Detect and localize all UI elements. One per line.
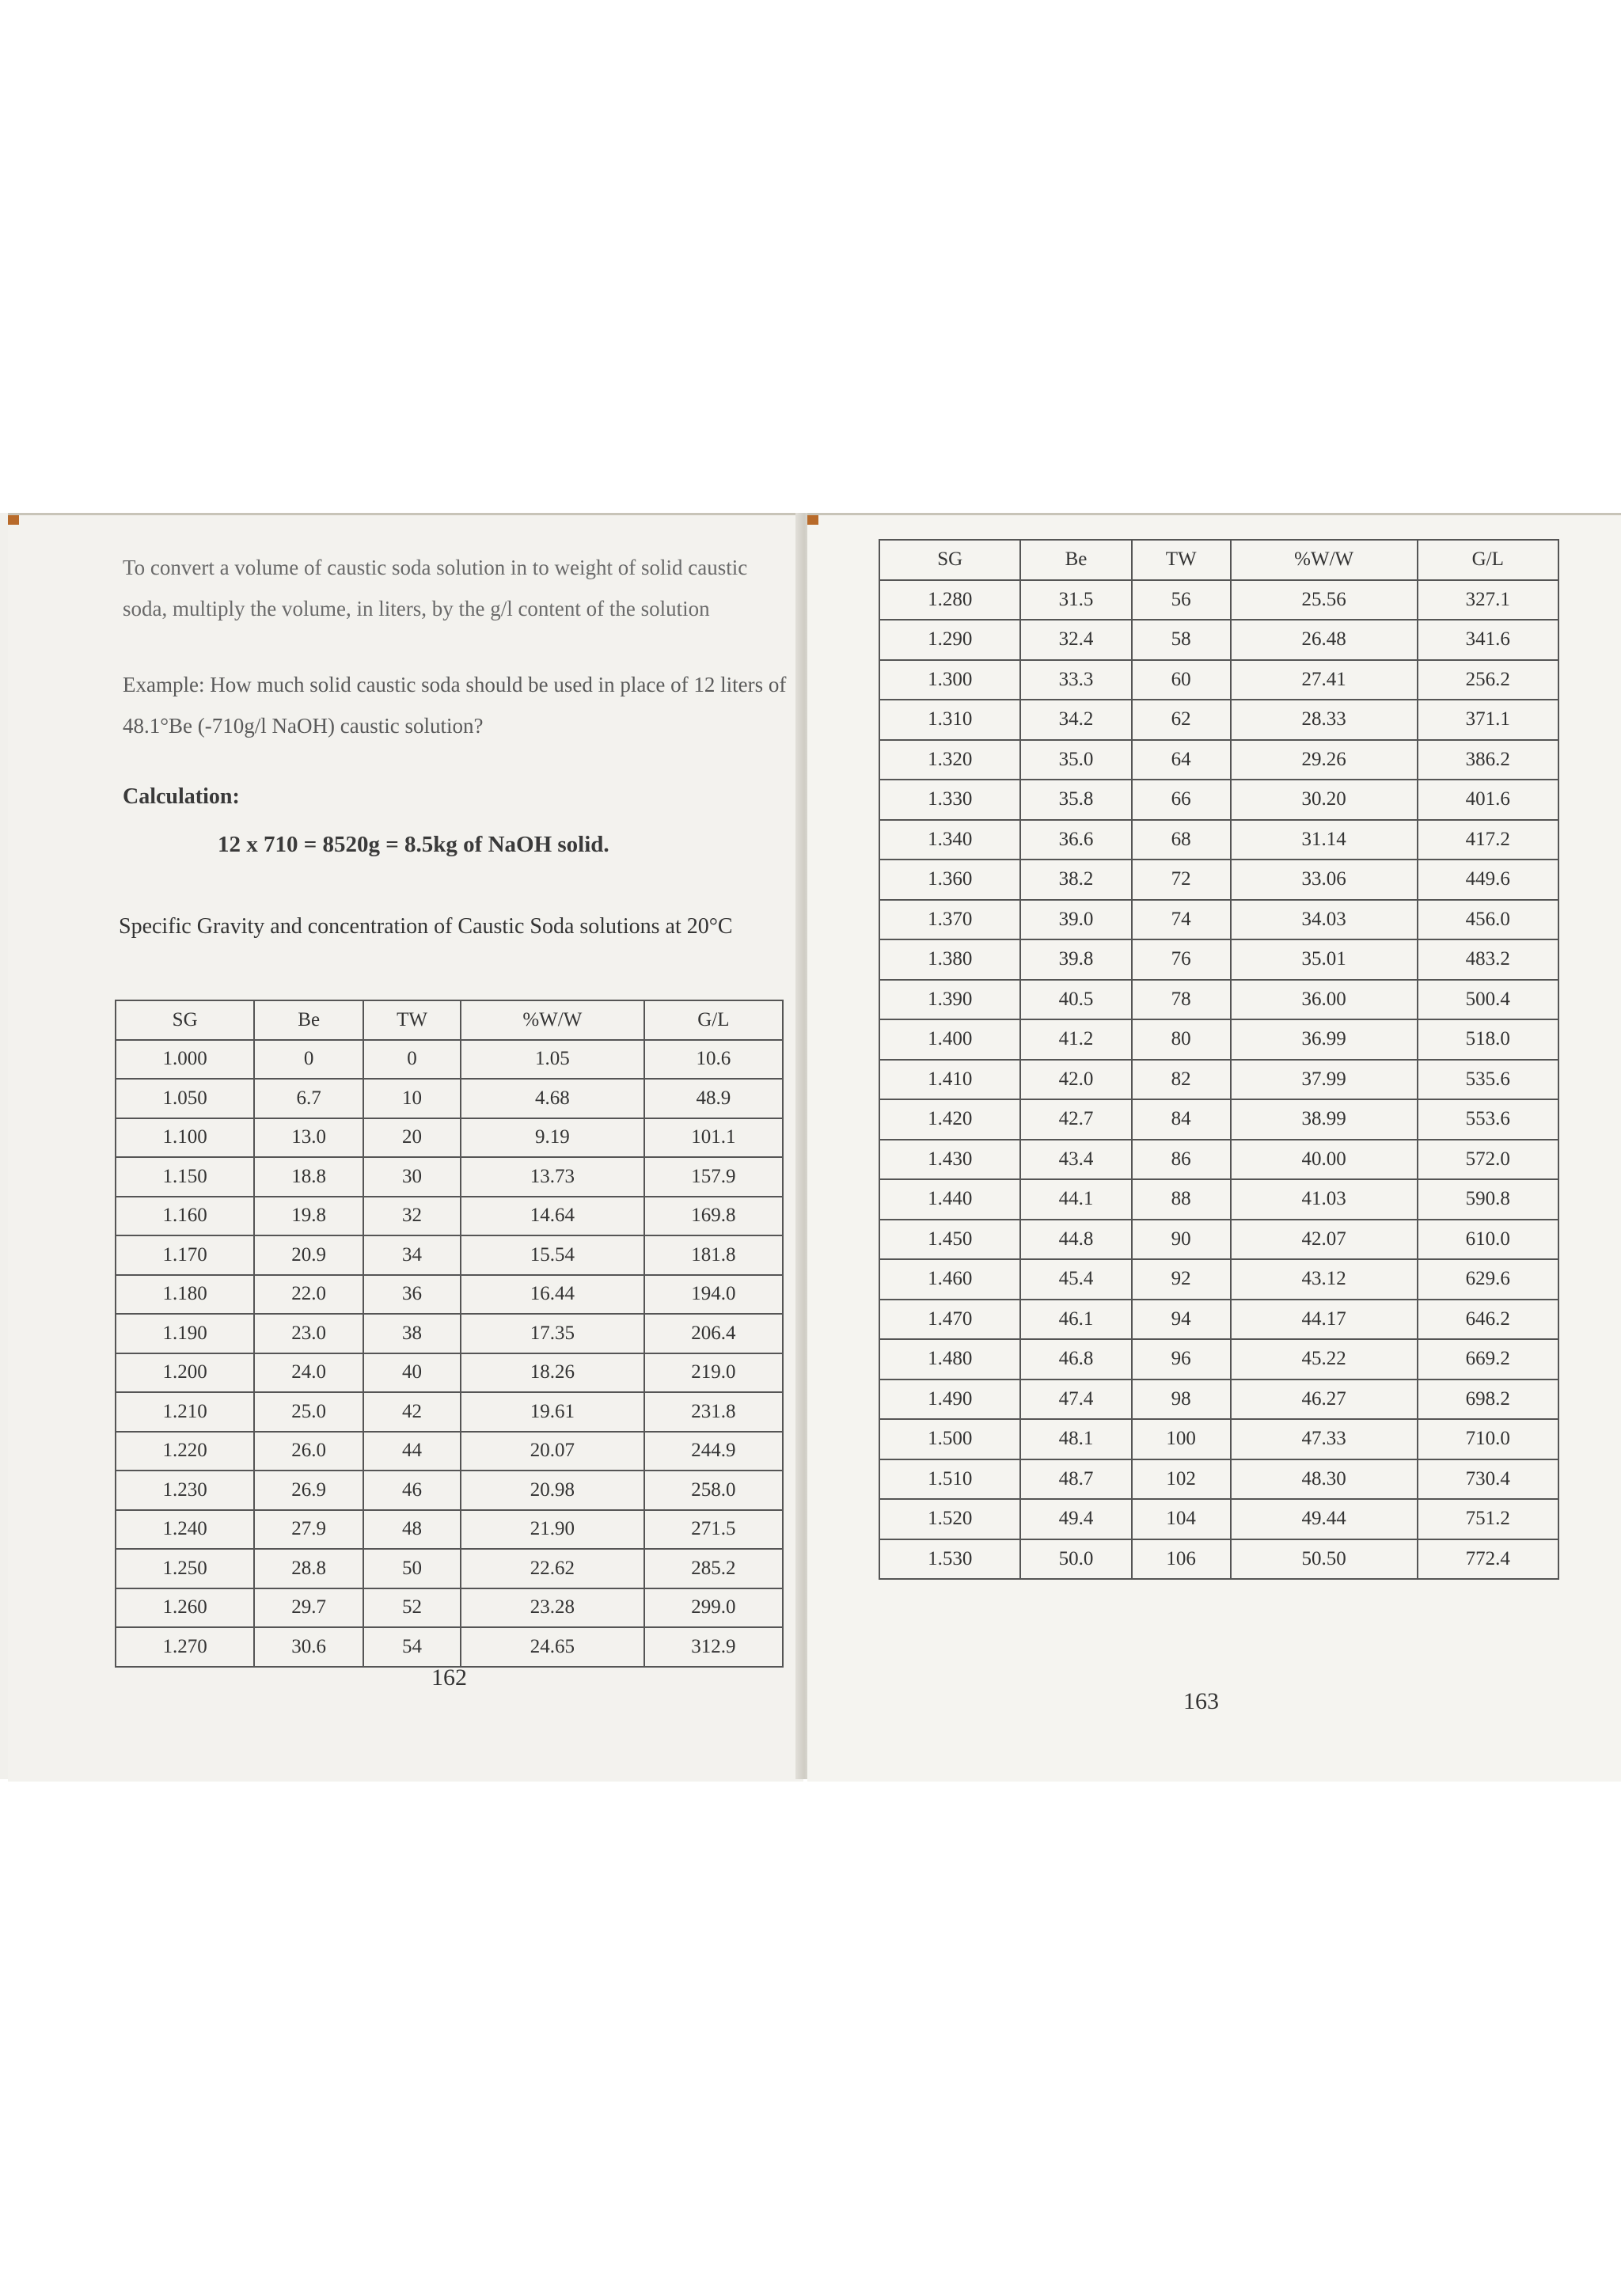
table-cell: 47.33 [1231,1419,1418,1459]
table-cell: 1.050 [116,1079,254,1118]
table-cell: 35.0 [1020,740,1131,780]
table-cell: 44 [363,1432,461,1471]
table-cell: 90 [1132,1220,1231,1260]
table-row [879,1379,1558,1420]
table-cell: 98 [1132,1379,1231,1420]
table-row [879,1179,1558,1220]
table-cell: 610.0 [1418,1220,1558,1260]
table-cell: 28.33 [1231,700,1418,740]
table-cell: 1.310 [879,700,1020,740]
example-paragraph: Example: How much solid caustic soda should be used in place of 12 liters of 48.1°Be (-710g/l NaOH) caustic solution? [123,673,787,738]
table-cell: 39.8 [1020,939,1131,980]
column-header: %W/W [461,1000,644,1040]
table-cell: 66 [1132,780,1231,820]
table-cell: 52 [363,1588,461,1628]
table-cell: 102 [1132,1459,1231,1500]
table-cell: 29.26 [1231,740,1418,780]
table-cell: 20.9 [254,1235,363,1275]
column-header: SG [879,540,1020,580]
table-row [879,780,1558,820]
table-cell: 1.420 [879,1099,1020,1140]
table-cell: 34 [363,1235,461,1275]
table-cell: 710.0 [1418,1419,1558,1459]
table-cell: 58 [1132,620,1231,660]
table-cell: 41.2 [1020,1019,1131,1060]
table-cell: 60 [1132,660,1231,700]
table-cell: 100 [1132,1419,1231,1459]
table-cell: 20 [363,1118,461,1158]
table-cell: 1.100 [116,1118,254,1158]
table-row [116,1157,783,1197]
table-cell: 1.340 [879,820,1020,860]
table-cell: 10 [363,1079,461,1118]
table-row [879,1459,1558,1500]
table-cell: 535.6 [1418,1060,1558,1100]
table-cell: 13.73 [461,1157,644,1197]
table-cell: 34.03 [1231,900,1418,940]
table-cell: 20.98 [461,1471,644,1510]
table-cell: 40.5 [1020,980,1131,1020]
caustic-soda-table-left [115,1000,784,1668]
table-cell: 46.27 [1231,1379,1418,1420]
table-cell: 206.4 [644,1314,783,1353]
table-cell: 312.9 [644,1627,783,1667]
table-cell: 23.28 [461,1588,644,1628]
table-cell: 698.2 [1418,1379,1558,1420]
table-row [116,1471,783,1510]
table-row [879,700,1558,740]
table-cell: 13.0 [254,1118,363,1158]
table-cell: 1.470 [879,1300,1020,1340]
table-cell: 401.6 [1418,780,1558,820]
table-cell: 0 [363,1040,461,1080]
table-row [879,820,1558,860]
table-cell: 33.06 [1231,860,1418,900]
table-cell: 27.9 [254,1510,363,1550]
table-cell: 48.9 [644,1079,783,1118]
table-row [879,1220,1558,1260]
table-cell: 18.8 [254,1157,363,1197]
table-row [879,1060,1558,1100]
table-row [116,1353,783,1393]
table-row [116,1197,783,1236]
table-cell: 518.0 [1418,1019,1558,1060]
table-cell: 1.440 [879,1179,1020,1220]
table-row [879,939,1558,980]
table-cell: 629.6 [1418,1259,1558,1300]
table-cell: 590.8 [1418,1179,1558,1220]
table-cell: 36.99 [1231,1019,1418,1060]
table-cell: 258.0 [644,1471,783,1510]
table-cell: 1.490 [879,1379,1020,1420]
table-row [116,1510,783,1550]
table-cell: 42 [363,1392,461,1432]
table-cell: 74 [1132,900,1231,940]
table-cell: 0 [254,1040,363,1080]
table-cell: 32.4 [1020,620,1131,660]
table-cell: 84 [1132,1099,1231,1140]
table-cell: 101.1 [644,1118,783,1158]
table-cell: 35.01 [1231,939,1418,980]
column-header: G/L [1418,540,1558,580]
table-cell: 1.270 [116,1627,254,1667]
table-cell: 40 [363,1353,461,1393]
table-cell: 20.07 [461,1432,644,1471]
table-cell: 1.530 [879,1539,1020,1580]
table-cell: 45.22 [1231,1339,1418,1379]
table-cell: 1.300 [879,660,1020,700]
table-cell: 1.390 [879,980,1020,1020]
table-cell: 10.6 [644,1040,783,1080]
table-cell: 1.150 [116,1157,254,1197]
table-cell: 46.8 [1020,1339,1131,1379]
table-cell: 44.8 [1020,1220,1131,1260]
table-cell: 30 [363,1157,461,1197]
table-cell: 49.4 [1020,1499,1131,1539]
table-cell: 1.05 [461,1040,644,1080]
table-cell: 1.190 [116,1314,254,1353]
table-cell: 25.0 [254,1392,363,1432]
table-cell: 42.07 [1231,1220,1418,1260]
table-cell: 36 [363,1275,461,1315]
table-cell: 1.260 [116,1588,254,1628]
column-header: SG [116,1000,254,1040]
table-cell: 15.54 [461,1235,644,1275]
caustic-soda-table-right [879,539,1559,1580]
table-cell: 271.5 [644,1510,783,1550]
table-cell: 45.4 [1020,1259,1131,1300]
table-row [116,1079,783,1118]
table-row [879,740,1558,780]
table-cell: 82 [1132,1060,1231,1100]
table-cell: 1.220 [116,1432,254,1471]
table-cell: 76 [1132,939,1231,980]
table-cell: 32 [363,1197,461,1236]
table-row [116,1235,783,1275]
table-cell: 500.4 [1418,980,1558,1020]
table-cell: 68 [1132,820,1231,860]
calculation-label: Calculation: [123,784,240,809]
table-cell: 18.26 [461,1353,644,1393]
table-row [879,1499,1558,1539]
table-cell: 386.2 [1418,740,1558,780]
table-cell: 31.5 [1020,580,1131,620]
table-row [879,860,1558,900]
table-cell: 1.520 [879,1499,1020,1539]
table-cell: 21.90 [461,1510,644,1550]
table-row [879,1259,1558,1300]
table-cell: 417.2 [1418,820,1558,860]
table-cell: 646.2 [1418,1300,1558,1340]
table-row [116,1588,783,1628]
table-cell: 1.400 [879,1019,1020,1060]
table-cell: 6.7 [254,1079,363,1118]
table-cell: 1.160 [116,1197,254,1236]
table-title: Specific Gravity and concentration of Caustic Soda solutions at 20°C [119,914,733,939]
table-cell: 1.430 [879,1140,1020,1180]
table-cell: 553.6 [1418,1099,1558,1140]
table-cell: 33.3 [1020,660,1131,700]
table-row [879,1300,1558,1340]
table-cell: 25.56 [1231,580,1418,620]
table-row [879,660,1558,700]
left-page [8,513,803,1782]
table-cell: 371.1 [1418,700,1558,740]
table-cell: 62 [1132,700,1231,740]
table-cell: 169.8 [644,1197,783,1236]
table-cell: 40.00 [1231,1140,1418,1180]
table-row [879,900,1558,940]
table-row [879,980,1558,1020]
table-cell: 572.0 [1418,1140,1558,1180]
table-cell: 41.03 [1231,1179,1418,1220]
table-cell: 38.99 [1231,1099,1418,1140]
table-cell: 9.19 [461,1118,644,1158]
table-cell: 24.65 [461,1627,644,1667]
table-cell: 1.230 [116,1471,254,1510]
table-cell: 44.1 [1020,1179,1131,1220]
intro-paragraph: To convert a volume of caustic soda solution in to weight of solid caustic soda, multiply the volume, in liters, by the g/l content of the solution [123,556,748,620]
book-spread [0,513,1621,1779]
table-row [879,1339,1558,1379]
table-cell: 19.8 [254,1197,363,1236]
table-cell: 23.0 [254,1314,363,1353]
table-cell: 39.0 [1020,900,1131,940]
table-header-row [879,540,1558,580]
table-cell: 17.35 [461,1314,644,1353]
table-row [116,1549,783,1588]
corner-mark [8,515,19,525]
table-cell: 1.410 [879,1060,1020,1100]
table-cell: 1.290 [879,620,1020,660]
table-cell: 80 [1132,1019,1231,1060]
table-row [879,1539,1558,1580]
table-cell: 19.61 [461,1392,644,1432]
table-cell: 50.0 [1020,1539,1131,1580]
table-row [879,1019,1558,1060]
table-cell: 456.0 [1418,900,1558,940]
table-cell: 327.1 [1418,580,1558,620]
table-row [116,1392,783,1432]
corner-mark [807,515,818,525]
table-cell: 1.360 [879,860,1020,900]
table-cell: 50.50 [1231,1539,1418,1580]
column-header: TW [363,1000,461,1040]
table-cell: 1.380 [879,939,1020,980]
column-header: TW [1132,540,1231,580]
table-cell: 56 [1132,580,1231,620]
table-header-row [116,1000,783,1040]
table-cell: 72 [1132,860,1231,900]
calculation-equation: 12 x 710 = 8520g = 8.5kg of NaOH solid. [218,832,609,857]
table-cell: 94 [1132,1300,1231,1340]
table-cell: 28.8 [254,1549,363,1588]
table-cell: 48.7 [1020,1459,1131,1500]
table-cell: 104 [1132,1499,1231,1539]
table-cell: 16.44 [461,1275,644,1315]
table-cell: 219.0 [644,1353,783,1393]
table-cell: 38 [363,1314,461,1353]
table-cell: 1.210 [116,1392,254,1432]
table-cell: 96 [1132,1339,1231,1379]
table-cell: 54 [363,1627,461,1667]
table-cell: 24.0 [254,1353,363,1393]
table-row [116,1118,783,1158]
table-cell: 35.8 [1020,780,1131,820]
table-cell: 88 [1132,1179,1231,1220]
table-cell: 1.450 [879,1220,1020,1260]
table-cell: 26.48 [1231,620,1418,660]
table-cell: 231.8 [644,1392,783,1432]
table-cell: 1.180 [116,1275,254,1315]
table-cell: 86 [1132,1140,1231,1180]
table-cell: 48.1 [1020,1419,1131,1459]
table-row [879,580,1558,620]
table-cell: 1.240 [116,1510,254,1550]
table-cell: 78 [1132,980,1231,1020]
table-cell: 42.7 [1020,1099,1131,1140]
table-cell: 1.320 [879,740,1020,780]
table-cell: 285.2 [644,1549,783,1588]
table-cell: 30.6 [254,1627,363,1667]
table-cell: 1.370 [879,900,1020,940]
table-cell: 157.9 [644,1157,783,1197]
table-cell: 36.6 [1020,820,1131,860]
table-cell: 38.2 [1020,860,1131,900]
table-cell: 44.17 [1231,1300,1418,1340]
table-cell: 1.460 [879,1259,1020,1300]
table-row [116,1040,783,1080]
table-cell: 43.4 [1020,1140,1131,1180]
table-row [116,1314,783,1353]
table-cell: 449.6 [1418,860,1558,900]
table-cell: 1.480 [879,1339,1020,1379]
table-cell: 772.4 [1418,1539,1558,1580]
table-cell: 92 [1132,1259,1231,1300]
table-cell: 14.64 [461,1197,644,1236]
table-cell: 1.000 [116,1040,254,1080]
table-cell: 341.6 [1418,620,1558,660]
table-cell: 48 [363,1510,461,1550]
right-page [807,513,1621,1782]
table-cell: 37.99 [1231,1060,1418,1100]
table-cell: 751.2 [1418,1499,1558,1539]
table-cell: 49.44 [1231,1499,1418,1539]
table-cell: 26.9 [254,1471,363,1510]
table-cell: 669.2 [1418,1339,1558,1379]
table-cell: 30.20 [1231,780,1418,820]
table-cell: 48.30 [1231,1459,1418,1500]
table-cell: 26.0 [254,1432,363,1471]
table-cell: 244.9 [644,1432,783,1471]
table-cell: 29.7 [254,1588,363,1628]
table-cell: 50 [363,1549,461,1588]
table-cell: 730.4 [1418,1459,1558,1500]
column-header: G/L [644,1000,783,1040]
table-cell: 483.2 [1418,939,1558,980]
table-cell: 46 [363,1471,461,1510]
column-header: Be [254,1000,363,1040]
table-cell: 22.62 [461,1549,644,1588]
table-cell: 22.0 [254,1275,363,1315]
table-cell: 46.1 [1020,1300,1131,1340]
page-number: 163 [1183,1688,1219,1714]
table-cell: 1.280 [879,580,1020,620]
table-cell: 34.2 [1020,700,1131,740]
table-cell: 106 [1132,1539,1231,1580]
table-cell: 42.0 [1020,1060,1131,1100]
table-row [116,1627,783,1667]
table-cell: 47.4 [1020,1379,1131,1420]
table-cell: 181.8 [644,1235,783,1275]
table-row [116,1275,783,1315]
table-cell: 194.0 [644,1275,783,1315]
table-cell: 1.250 [116,1549,254,1588]
table-cell: 31.14 [1231,820,1418,860]
column-header: %W/W [1231,540,1418,580]
table-row [879,1140,1558,1180]
table-row [879,620,1558,660]
table-row [879,1099,1558,1140]
table-cell: 256.2 [1418,660,1558,700]
table-cell: 1.510 [879,1459,1020,1500]
column-header: Be [1020,540,1131,580]
table-row [116,1432,783,1471]
table-cell: 1.200 [116,1353,254,1393]
table-cell: 64 [1132,740,1231,780]
table-cell: 4.68 [461,1079,644,1118]
table-cell: 1.500 [879,1419,1020,1459]
table-cell: 27.41 [1231,660,1418,700]
table-cell: 1.170 [116,1235,254,1275]
table-cell: 299.0 [644,1588,783,1628]
table-row [879,1419,1558,1459]
table-cell: 36.00 [1231,980,1418,1020]
page-number: 162 [431,1664,467,1691]
table-cell: 1.330 [879,780,1020,820]
table-cell: 43.12 [1231,1259,1418,1300]
